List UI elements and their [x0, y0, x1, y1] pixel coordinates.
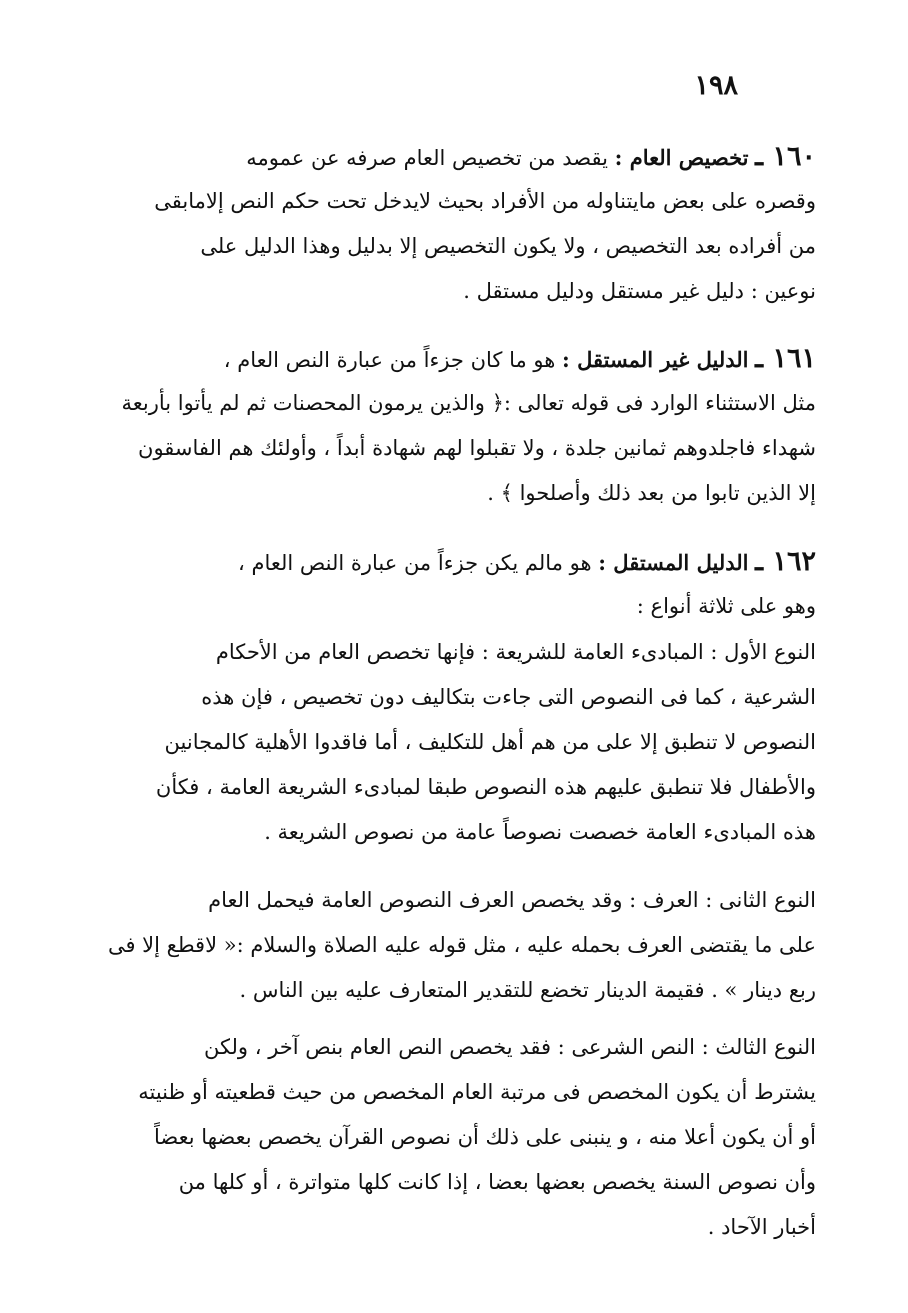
- section-number: ١٦١ ـ: [755, 343, 816, 374]
- paragraph-line: النوع الأول : المبادىء العامة للشريعة : فإنها تخصص العام من الأحكام: [215, 640, 816, 664]
- paragraph-line: ربع دينار » . فقيمة الدينار تخضع للتقدير المتعارف عليه بين الناس .: [239, 978, 816, 1002]
- paragraph-line: من أفراده بعد التخصيص ، ولا يكون التخصيص إلا بدليل وهذا الدليل على: [200, 234, 816, 258]
- section-160: [98, 134, 816, 314]
- paragraph-line: والأطفال فلا تنطبق عليهم هذه النصوص طبقا لمبادىء الشريعة العامة ، فكأن: [155, 775, 816, 799]
- paragraph-line: هو مالم يكن جزءاً من عبارة النص العام ،: [238, 551, 592, 575]
- paragraph-line: نوعين : دليل غير مستقل ودليل مستقل .: [463, 279, 816, 303]
- paragraph-line: شهداء فاجلدوهم ثمانين جلدة ، ولا تقبلوا لهم شهادة أبداً ، وأولئك هم الفاسقون: [138, 436, 816, 460]
- paragraph-line: أو أن يكون أعلا منه ، و ينبنى على ذلك أن نصوص القرآن يخصص بعضها بعضاً: [154, 1125, 816, 1149]
- paragraph-line: وأن نصوص السنة يخصص بعضها بعضا ، إذا كانت كلها متواترة ، أو كلها من: [178, 1170, 816, 1194]
- section-161: [98, 336, 816, 516]
- paragraph-line: هو ما كان جزءاً من عبارة النص العام ،: [223, 348, 556, 372]
- section-161-first-line: [98, 336, 816, 381]
- paragraph-line: أخبار الآحاد .: [707, 1215, 816, 1239]
- section-160-first-line: [98, 134, 816, 179]
- section-title: الدليل المستقل :: [598, 550, 749, 575]
- paragraph-line: الشرعية ، كما فى النصوص التى جاءت بتكاليف دون تخصيص ، فإن هذه: [201, 685, 816, 709]
- paragraph-line: النصوص لا تنطبق إلا على من هم أهل للتكليف ، أما فاقدوا الأهلية كالمجانين: [164, 730, 816, 754]
- section-number: ١٦٢ ـ: [755, 546, 816, 577]
- section-title: الدليل غير المستقل :: [562, 347, 749, 372]
- section-number: ١٦٠ ـ: [755, 141, 816, 172]
- type-one-paragraph: [98, 630, 816, 855]
- section-162: [98, 539, 816, 629]
- paragraph-line: مثل الاستثناء الوارد فى قوله تعالى :﴿ والذين يرمون المحصنات ثم لم يأتوا بأربعة: [121, 391, 816, 415]
- paragraph-line: يقصد من تخصيص العام صرفه عن عمومه: [246, 146, 608, 170]
- section-162-first-line: [98, 539, 816, 584]
- paragraph-line: النوع الثالث : النص الشرعى : فقد يخصص النص العام بنص آخر ، ولكن: [203, 1035, 816, 1059]
- section-title: تخصيص العام :: [614, 145, 749, 170]
- paragraph-line: وقصره على بعض مايتناوله من الأفراد بحيث لايدخل تحت حكم النص إلامابقى: [154, 189, 816, 213]
- paragraph-line: إلا الذين تابوا من بعد ذلك وأصلحوا ﴾ .: [487, 481, 816, 505]
- type-two-paragraph: [98, 878, 816, 1013]
- page-number: ١٩٨: [694, 70, 738, 101]
- paragraph-line: هذه المبادىء العامة خصصت نصوصاً عامة من نصوص الشريعة .: [264, 820, 816, 844]
- type-three-paragraph: [98, 1025, 816, 1250]
- paragraph-line: وهو على ثلاثة أنواع :: [636, 594, 816, 618]
- paragraph-line: على ما يقتضى العرف بحمله عليه ، مثل قوله عليه الصلاة والسلام :« لاقطع إلا فى: [107, 933, 816, 957]
- paragraph-line: النوع الثانى : العرف : وقد يخصص العرف النصوص العامة فيحمل العام: [208, 888, 816, 912]
- paragraph-line: يشترط أن يكون المخصص فى مرتبة العام المخصص من حيث قطعيته أو ظنيته: [138, 1080, 816, 1104]
